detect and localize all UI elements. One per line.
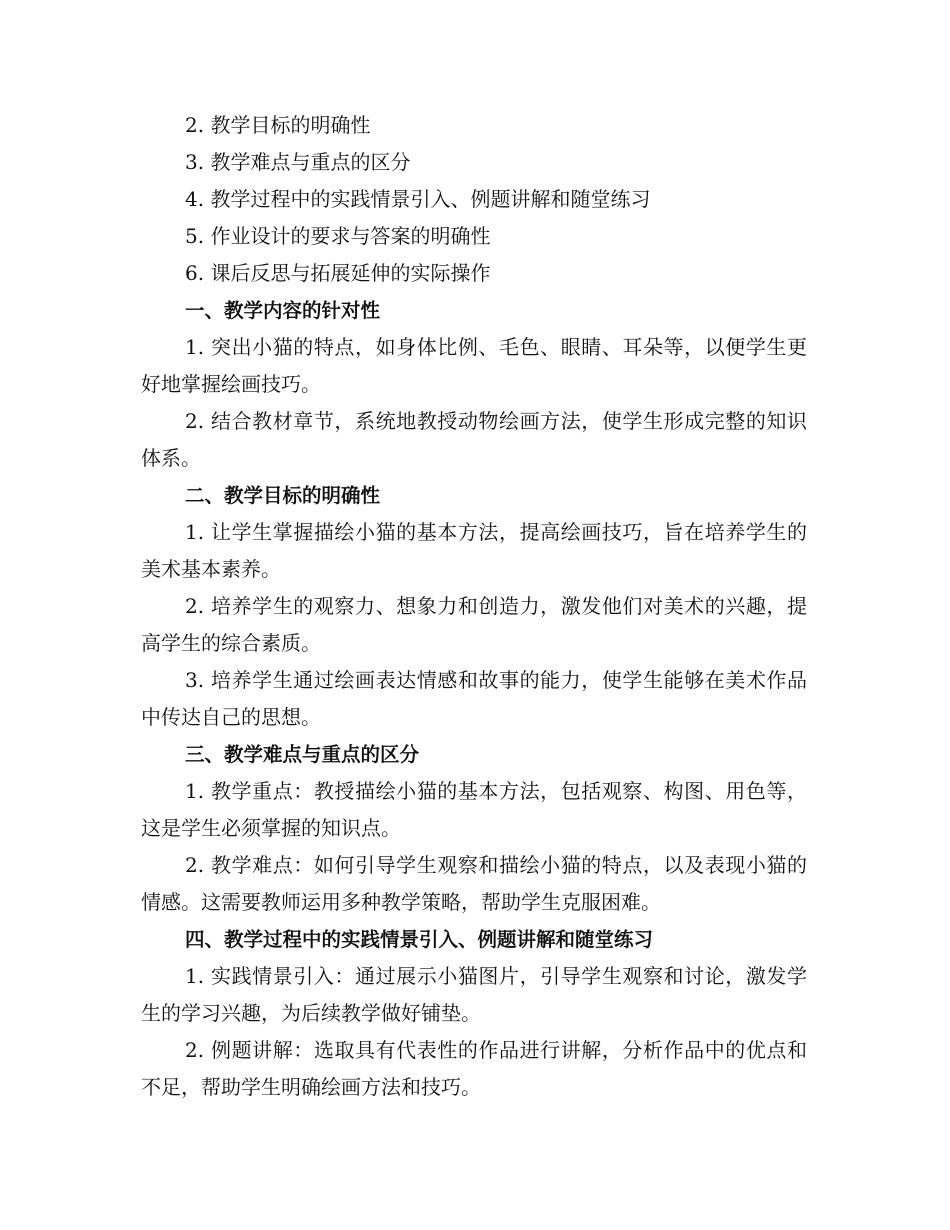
outline-item: 5. 作业设计的要求与答案的明确性: [185, 224, 491, 248]
document-body: [141, 107, 807, 1106]
paragraph: 2. 培养学生的观察力、想象力和创造力，激发他们对美术的兴趣，提高学生的综合素质。: [141, 594, 807, 655]
paragraph: 2. 教学难点：如何引导学生观察和描绘小猫的特点，以及表现小猫的情感。这需要教师运用多种教学策略，帮助学生克服困难。: [141, 853, 807, 914]
section-heading: 一、教学内容的针对性: [185, 299, 381, 322]
outline-item: 2. 教学目标的明确性: [185, 113, 371, 137]
outline-item: 4. 教学过程中的实践情景引入、例题讲解和随堂练习: [185, 187, 651, 211]
paragraph: 3. 培养学生通过绘画表达情感和故事的能力，使学生能够在美术作品中传达自己的思想。: [141, 668, 807, 729]
section-heading: 四、教学过程中的实践情景引入、例题讲解和随堂练习: [185, 928, 654, 951]
paragraph: 2. 结合教材章节，系统地教授动物绘画方法，使学生形成完整的知识体系。: [141, 409, 807, 470]
paragraph: 2. 例题讲解：选取具有代表性的作品进行讲解，分析作品中的优点和不足，帮助学生明确绘画方法和技巧。: [141, 1038, 807, 1099]
outline-item: 6. 课后反思与拓展延伸的实际操作: [185, 261, 491, 285]
paragraph: 1. 突出小猫的特点，如身体比例、毛色、眼睛、耳朵等，以便学生更好地掌握绘画技巧。: [141, 335, 807, 396]
paragraph: 1. 教学重点：教授描绘小猫的基本方法，包括观察、构图、用色等，这是学生必须掌握的知识点。: [141, 779, 807, 840]
section-heading: 三、教学难点与重点的区分: [185, 743, 420, 766]
outline-item: 3. 教学难点与重点的区分: [185, 150, 411, 174]
paragraph: 1. 让学生掌握描绘小猫的基本方法，提高绘画技巧，旨在培养学生的美术基本素养。: [141, 520, 807, 581]
section-heading: 二、教学目标的明确性: [185, 484, 381, 507]
paragraph: 1. 实践情景引入：通过展示小猫图片，引导学生观察和讨论，激发学生的学习兴趣，为后续教学做好铺垫。: [141, 964, 807, 1025]
